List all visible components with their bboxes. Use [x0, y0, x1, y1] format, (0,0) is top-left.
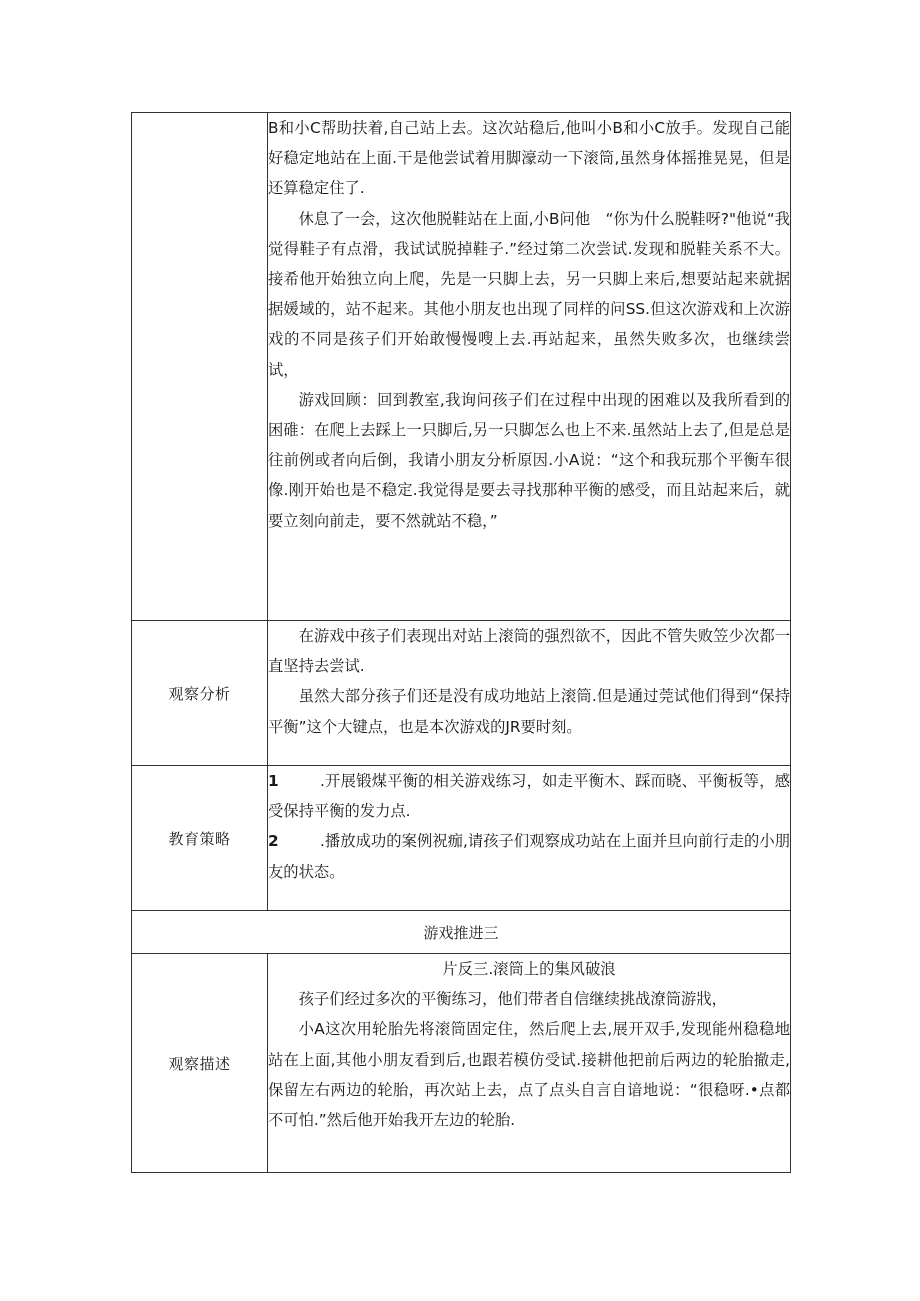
row-content-observation-analysis — [268, 621, 791, 766]
paragraph: 小A这次用轮胎先将滚筒固定住，然后爬上去,展开双手,发现能州稳稳地站在上面,其他小朋友看到后,也跟若模仿受试.接耕他把前后两边的轮胎撤走,保留左右两边的轮胎，再次站上去，点了点头自言自谙地说：“很稳呀.•点都不可怕.”然后他开始我开左边的轮胎. — [268, 1020, 790, 1130]
row-label-education-strategy: 教育策略 — [132, 766, 268, 911]
row-label-empty — [132, 113, 268, 621]
list-text: .播放成功的案例祝痂,请孩子们观察成功站在上面并旦向前行走的小朋友的状态。 — [268, 832, 790, 881]
list-number: 1 — [268, 772, 279, 790]
section-header-game-progress-3: 游戏推进三 — [132, 911, 791, 954]
row-label-observation-description: 观察描述 — [132, 954, 268, 1173]
episode-subtitle: 片反三.滚筒上的集风破浪 — [442, 960, 616, 978]
table-row-section-header — [132, 911, 791, 954]
table-row-continued — [132, 113, 791, 621]
paragraph: 休息了一会，这次他脱鞋站在上面,小B问他 “你为什么脱鞋呀?"他说“我觉得鞋子有点滑，我试试脱掉鞋子.”经过第二次尝试.发现和脱鞋关系不大。接希他开始独立向上爬，先是一只脚上去，另一只脚上来后,想要站起来就据据媛域的，站不起来。其他小朋友也出现了同样的问SS.但这次游戏和上次游戏的不同是孩子们开始敢慢慢嗖上去.再站起来，虽然失败多次，也继续尝试， — [268, 209, 790, 379]
paragraph: 孩子们经过多次的平衡练习，他们带者自信继续挑战潦筒游戕， — [298, 990, 727, 1009]
observation-table — [131, 112, 791, 1173]
list-number: 2 — [268, 832, 279, 851]
row-label-observation-analysis: 观察分析 — [132, 621, 268, 766]
paragraph: 虽然大部分孩子们还是没有成功地站上滚筒.但是通过莞试他们得到“保持平衡”这个大键点，也是本次游戏的JR要时刻。 — [268, 687, 790, 736]
paragraph: 在游戏中孩子们表现出对站上滚筒的强烈欲不，因此不管失败笠少次都一直坚持去尝试. — [268, 627, 790, 676]
row-content-continued — [268, 113, 791, 621]
table-row-observation-description — [132, 954, 791, 1173]
row-content-education-strategy — [268, 766, 791, 911]
list-text: .开展锻煤平衡的相关游戏练习，如走平衡木、踩而晓、平衡板等，感受保持平衡的发力点. — [268, 772, 790, 821]
paragraph: B和小C帮助扶着,自己站上去。这次站稳后,他叫小B和小C放手。发现自己能好稳定地站在上面.干是他尝试着用脚濠动一下滚筒,虽然身体摇推晃晃，但是还算稳定住了. — [268, 119, 790, 198]
paragraph: 游戏回顾：回到教室,我询问孩子们在过程中出现的困难以及我所看到的困碓：在爬上去踩上一只脚后,另一只脚怎么也上不来.虽然站上去了,但是总是往前例或者向后倒，我请小朋友分析原因.小A说：“这个和我玩那个平衡车很像.刚开始也是不稳定.我觉得是要去寻找那种平衡的感受，而且站起来后，就要立刻向前走，要不然就站不稳，” — [268, 390, 790, 530]
list-item — [268, 766, 790, 826]
table-row-observation-analysis — [132, 621, 791, 766]
table-row-education-strategy — [132, 766, 791, 911]
list-item — [268, 826, 790, 886]
row-content-observation-description — [268, 954, 791, 1173]
